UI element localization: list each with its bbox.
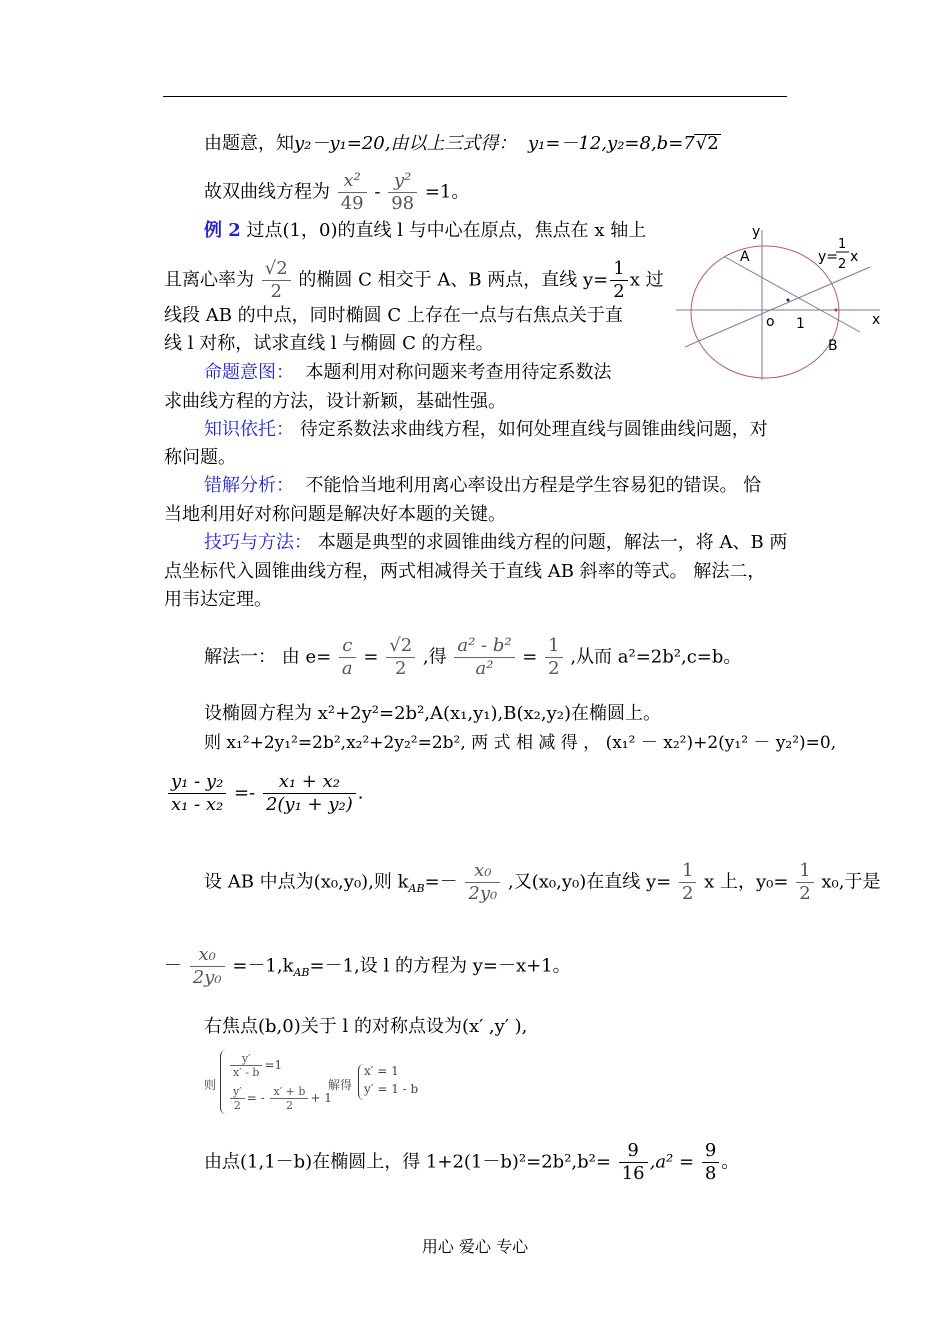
label-line: y= — [818, 249, 839, 265]
text: 点坐标代入圆锥曲线方程，两式相减得关于直线 AB 斜率的等式。 解法二， — [164, 561, 766, 582]
solution-symmetric-point — [204, 1015, 527, 1039]
fraction — [610, 258, 627, 303]
denominator: a — [341, 658, 353, 679]
fraction — [263, 771, 356, 816]
equals: =- — [234, 782, 256, 804]
label-line-x: x — [850, 249, 859, 265]
numerator: 1 — [545, 635, 562, 658]
text: 设 AB 中点为(x₀,y₀),则 k — [204, 871, 409, 893]
intent-line-1 — [204, 361, 611, 385]
equals: = — [679, 1151, 695, 1173]
text: 本题是典型的求圆锥曲线方程的问题，解法一，将 A、B 两 — [317, 532, 788, 553]
text: － — [164, 955, 182, 977]
fraction — [190, 944, 225, 989]
equals: = — [363, 646, 379, 668]
midpoint-dot — [787, 299, 790, 302]
section-label: 命题意图： — [204, 362, 294, 383]
label-a: A — [740, 249, 750, 265]
label-one: 1 — [796, 316, 805, 332]
system-row-1 — [228, 1052, 282, 1079]
equals: = — [522, 646, 538, 668]
header-rule — [163, 96, 787, 97]
fraction — [168, 771, 226, 816]
text: 用韦达定理。 — [164, 589, 272, 610]
fraction — [702, 1140, 719, 1185]
denominator: 2 — [681, 883, 694, 904]
text: ,a² — [649, 1151, 674, 1173]
text: 线 l 对称，试求直线 l 与椭圆 C 的方程。 — [164, 333, 494, 354]
equation: y₂－y₁=20,由以上三式得： — [294, 133, 517, 154]
text: 线段 AB 的中点，同时椭圆 C 上存在一点与右焦点关于直 — [164, 305, 623, 326]
numerator: 1 — [796, 860, 813, 883]
numerator: 9 — [619, 1140, 648, 1163]
example-line-2 — [164, 258, 664, 303]
method-line-3 — [164, 588, 272, 612]
system-row-2 — [228, 1085, 332, 1112]
ellipse-figure — [670, 222, 895, 382]
denominator: 2y₀ — [192, 967, 222, 988]
subscript: AB — [293, 966, 310, 980]
fraction — [465, 860, 500, 905]
line-y-half-x — [685, 267, 870, 347]
text: 由点(1,1－b)在椭圆上，得 1+2(1－b)²=2b²,b²= — [204, 1151, 611, 1173]
text: x 过 — [629, 269, 664, 291]
fraction — [230, 1052, 262, 1079]
example-line-3 — [164, 304, 623, 328]
basis-line-2 — [164, 446, 236, 470]
solution-ellipse-setup — [204, 702, 661, 726]
numerator: √2 — [386, 635, 415, 658]
fraction — [796, 860, 813, 905]
text: 故双曲线方程为 — [204, 181, 330, 203]
numerator: x² — [338, 170, 367, 193]
error-line-2 — [164, 503, 506, 527]
numerator: y² — [388, 170, 417, 193]
solution-subtract — [204, 731, 836, 755]
numerator: x₀ — [465, 860, 500, 883]
fraction — [386, 635, 415, 680]
solution-midpoint — [204, 860, 880, 905]
denominator: 2 — [799, 883, 811, 904]
text: 待定系数法求曲线方程，如何处理直线与圆锥曲线问题，对 — [299, 419, 768, 440]
text: ,得 — [422, 646, 447, 668]
text: x 上，y₀= — [704, 871, 789, 893]
denominator: 8 — [704, 1163, 717, 1184]
text: 。 — [721, 1151, 740, 1173]
fraction — [338, 170, 367, 215]
fraction — [262, 258, 291, 303]
fraction — [545, 635, 562, 680]
method-line-2 — [164, 560, 765, 584]
numerator: 9 — [702, 1140, 719, 1163]
denominator: x′ - b — [233, 1066, 260, 1079]
section-label: 知识依托： — [204, 419, 294, 440]
text: = - — [246, 1091, 265, 1105]
fraction — [339, 635, 356, 680]
system-solve-label: 解得 — [328, 1078, 353, 1092]
period: . — [357, 782, 364, 804]
text: 且离心率为 — [164, 269, 254, 291]
section-label: 技巧与方法： — [204, 532, 312, 553]
example-line-1 — [204, 219, 646, 243]
text: =1。 — [424, 181, 470, 203]
text: 解法一： 由 e= — [204, 646, 332, 668]
numerator: x′ + b — [270, 1085, 308, 1099]
fraction — [388, 170, 417, 215]
denominator: 2 — [270, 281, 282, 302]
text: 则 x₁²+2y₁²=2b²,x₂²+2y₂²=2b², 两 式 相 减 得 ， (x₁² － x₂²)+2(y₁² － y₂²)=0, — [204, 733, 837, 753]
solution-eccentricity — [204, 635, 741, 680]
numerator: c — [339, 635, 356, 658]
label-x: x — [872, 312, 881, 328]
denominator: 49 — [340, 193, 364, 214]
numerator: 1 — [679, 860, 696, 883]
text: ,从而 a²=2b²,c=b。 — [570, 646, 742, 668]
text: =－1,k — [232, 955, 294, 977]
system-then: 则 — [204, 1078, 217, 1092]
focus-dot — [835, 309, 838, 312]
text: ,又(x₀,y₀)在直线 y= — [507, 871, 672, 893]
example-line-4 — [164, 332, 494, 356]
system-solution — [364, 1062, 418, 1098]
numerator: x₁ + x₂ — [263, 771, 356, 794]
numerator: a² - b² — [454, 635, 514, 658]
denominator: x₁ - x₂ — [171, 794, 224, 815]
denominator: 2 — [233, 1099, 241, 1112]
solution-line-l — [164, 944, 571, 989]
text: 由题意，知 — [204, 133, 294, 154]
text: 的椭圆 C 相交于 A、B 两点，直线 y= — [298, 269, 609, 291]
text: 过点(1，0)的直线 l 与中心在原点，焦点在 x 轴上 — [246, 220, 647, 241]
denominator: 98 — [391, 193, 415, 214]
denominator: 2 — [548, 658, 560, 679]
label-b: B — [828, 338, 838, 354]
method-line-1 — [204, 531, 787, 555]
numerator: y₁ - y₂ — [168, 771, 226, 794]
subscript: AB — [408, 882, 425, 896]
error-line-1 — [204, 474, 761, 498]
section-label: 错解分析： — [204, 475, 294, 496]
solution: y₁=－12,y₂=8,b=7 — [527, 133, 695, 154]
solution-slope-ratio — [166, 771, 363, 816]
basis-line-1 — [204, 418, 768, 442]
intent-line-2 — [164, 390, 506, 414]
solution-final — [204, 1140, 739, 1185]
fraction — [619, 1140, 648, 1185]
numerator: x₀ — [190, 944, 225, 967]
solution-row: x′ = 1 — [364, 1064, 399, 1078]
text: =－ — [424, 871, 458, 893]
label-y: y — [752, 224, 761, 240]
text: + 1 — [310, 1091, 332, 1105]
example-label: 例 2 — [204, 220, 241, 241]
text: x₀,于是 — [821, 871, 881, 893]
fraction — [230, 1085, 245, 1112]
text: =1 — [264, 1058, 283, 1072]
numerator: y′ — [230, 1052, 262, 1066]
denominator: 16 — [621, 1163, 645, 1184]
text: 设椭圆方程为 x²+2y²=2b²,A(x₁,y₁),B(x₂,y₂)在椭圆上。 — [204, 703, 661, 724]
sqrt: √2 — [695, 133, 719, 154]
denominator: 2y₀ — [468, 883, 498, 904]
denominator: a² — [475, 658, 494, 679]
page-footer: 用心 爱心 专心 — [421, 1237, 529, 1256]
text: 右焦点(b,0)关于 l 的对称点设为(x′ ,y′ ), — [204, 1016, 528, 1037]
text: 本题利用对称问题来考查用待定系数法 — [305, 362, 612, 383]
text: 不能恰当地利用离心率设出方程是学生容易犯的错误。 恰 — [305, 475, 762, 496]
system-brace — [220, 1050, 227, 1114]
fraction — [270, 1085, 308, 1112]
text: 称问题。 — [164, 447, 236, 468]
numerator: 1 — [610, 258, 627, 281]
fraction — [454, 635, 514, 680]
numerator: √2 — [262, 258, 291, 281]
fraction — [679, 860, 696, 905]
text-line-derivation — [204, 132, 721, 156]
denominator: 2 — [394, 658, 407, 679]
hyperbola-equation — [204, 170, 469, 215]
label-origin: o — [766, 314, 775, 330]
text: =－1,设 l 的方程为 y=－x+1。 — [309, 955, 571, 977]
solution-row: y′ = 1 - b — [364, 1082, 419, 1096]
minus: - — [374, 181, 381, 203]
text: 当地利用好对称问题是解决好本题的关键。 — [164, 504, 506, 525]
label-line-den: 2 — [838, 257, 847, 272]
denominator: 2(y₁ + y₂) — [265, 794, 353, 815]
numerator: y′ — [230, 1085, 245, 1099]
label-line-num: 1 — [838, 237, 847, 252]
denominator: 2 — [613, 281, 625, 302]
text: 求曲线方程的方法，设计新颖，基础性强。 — [164, 391, 506, 412]
denominator: 2 — [285, 1099, 293, 1112]
